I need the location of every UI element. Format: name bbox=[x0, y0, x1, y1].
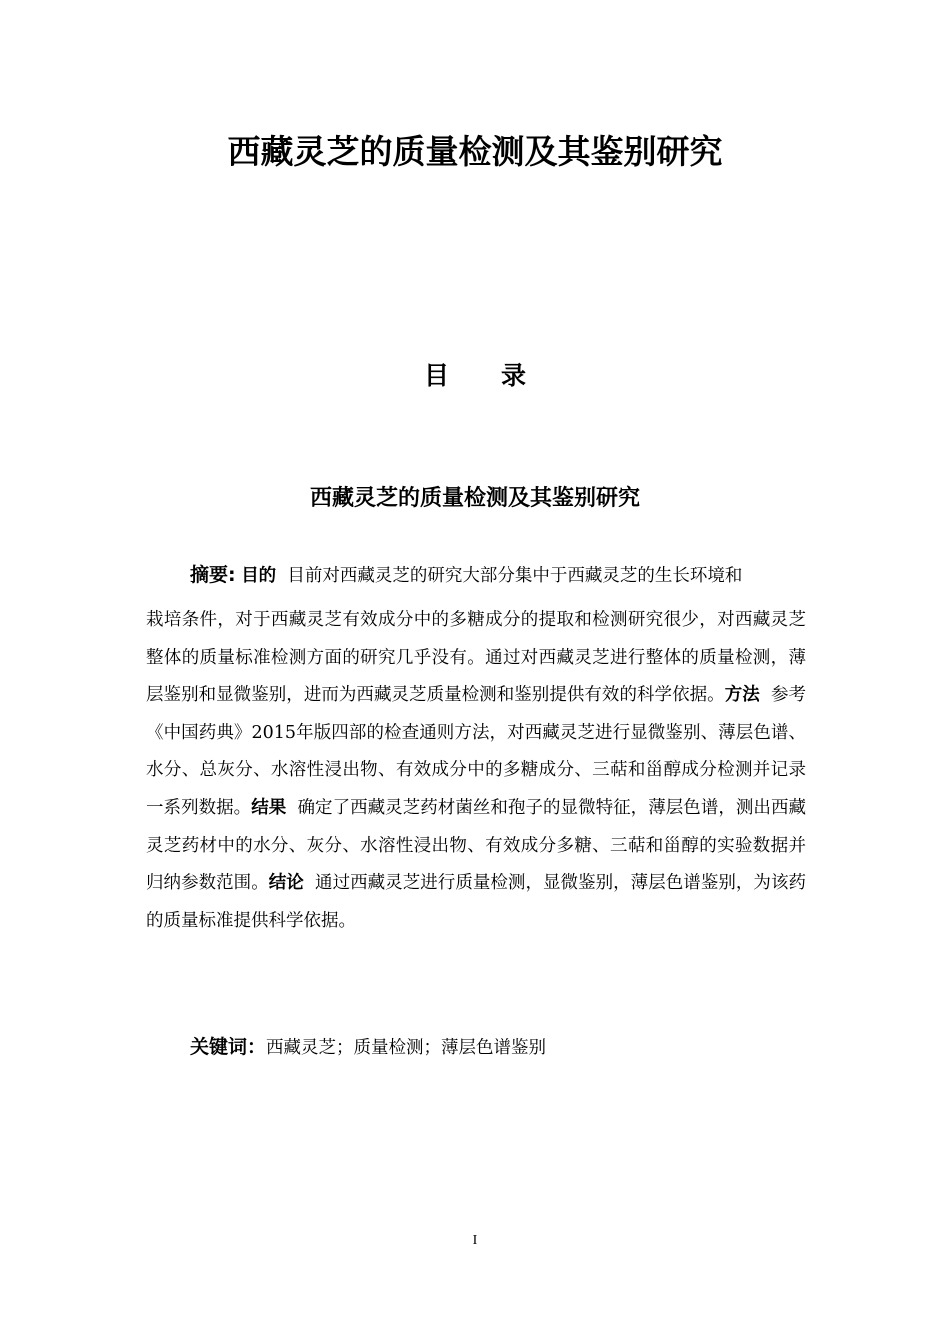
purpose-first-line-text: 目前对西藏灵芝的研究大部分集中于西藏灵芝的生长环境和 bbox=[287, 566, 743, 586]
conclusion-label: 结论 bbox=[268, 873, 304, 894]
result-label: 结果 bbox=[251, 797, 287, 818]
toc-heading bbox=[0, 358, 950, 394]
keywords-label: 关键词： bbox=[190, 1036, 267, 1058]
abstract-body bbox=[146, 602, 806, 940]
toc-heading-char-1: 目 bbox=[423, 361, 449, 390]
result-text: 确定了西藏灵芝药材菌丝和孢子的显微特征，薄层色谱，测出西藏灵芝药材中的水分、灰分、水溶性浸出物、有效成分多糖、三萜和甾醇的实验数据并归纳参数范围。 bbox=[146, 797, 806, 894]
abstract-first-line bbox=[146, 555, 806, 596]
toc-heading-char-2: 录 bbox=[501, 361, 527, 390]
method-text: 参考《中国药典》2015年版四部的检查通则方法，对西藏灵芝进行显微鉴别、薄层色谱、水分、总灰分、水溶性浸出物、有效成分中的多糖成分、三萜和甾醇成分检测并记录一系列数据。 bbox=[146, 685, 807, 818]
conclusion-text: 通过西藏灵芝进行质量检测，显微鉴别，薄层色谱鉴别，为该药的质量标准提供科学依据。 bbox=[146, 873, 806, 931]
abstract-section bbox=[146, 555, 806, 940]
sub-title: 西藏灵芝的质量检测及其鉴别研究 bbox=[309, 486, 640, 511]
abstract-label: 摘要: bbox=[190, 564, 236, 586]
page-number: I bbox=[472, 1233, 478, 1248]
purpose-label: 目的 bbox=[241, 566, 277, 586]
purpose-text: 栽培条件，对于西藏灵芝有效成分中的多糖成分的提取和检测研究很少，对西藏灵芝整体的质量标准检测方面的研究几乎没有。通过对西藏灵芝进行整体的质量检测，薄层鉴别和显微鉴别，进而为西藏灵芝质量检测和鉴别提供有效的科学依据。 bbox=[146, 610, 806, 706]
method-label: 方法 bbox=[724, 685, 760, 706]
keywords-line bbox=[190, 1030, 810, 1065]
main-title: 西藏灵芝的质量检测及其鉴别研究 bbox=[227, 132, 723, 171]
keywords-value: 西藏灵芝；质量检测；薄层色谱鉴别 bbox=[266, 1038, 547, 1058]
